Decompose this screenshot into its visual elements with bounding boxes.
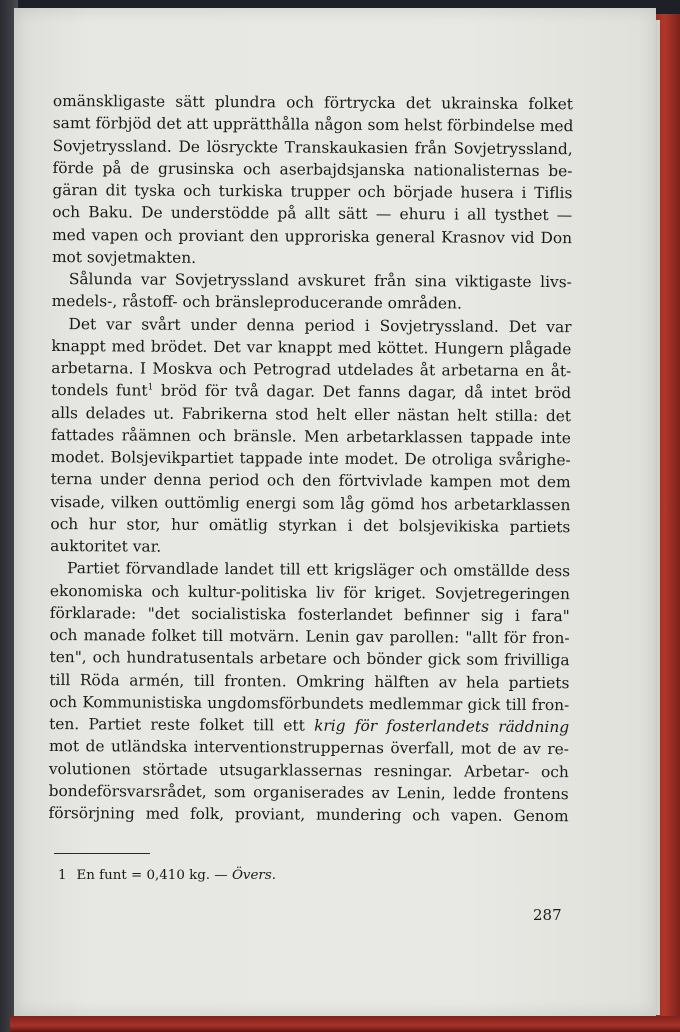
text-line — [49, 646, 569, 671]
text-line-content: och Kommunistiska ungdomsförbundets medlemmar gick till fron- — [49, 692, 570, 714]
text-line — [51, 468, 571, 493]
text-line — [52, 179, 572, 204]
text-line-content: omänskligaste sätt plundra och förtrycka det ukrainska folket — [52, 91, 573, 114]
text-line-content: modet. Bolsjevikpartiet tappade inte modet. De otroliga svårighe- — [50, 447, 571, 470]
text-line-content: med vapen och proviant den upproriska general Krasnov vid Don — [52, 225, 573, 247]
text-line-content: och Baku. De understödde på allt sätt — ehuru i all tysthet — — [52, 203, 573, 225]
text-line-content: samt förbjöd det att upprätthålla någon som helst förbindelse med — [52, 114, 574, 136]
text-line — [49, 668, 569, 693]
text-line — [52, 201, 572, 226]
text-line — [52, 157, 572, 182]
text-line-content: arbetarna. I Moskva och Petrograd utdelades åt arbetarna en åt- — [51, 358, 572, 381]
text-line — [49, 757, 569, 782]
emphasized-text: krig för fosterlandets räddning — [314, 716, 570, 737]
footnote-rule — [54, 853, 150, 854]
text-line-content: volutionen störtade utsugarklassernas resningar. Arbetar- och — [48, 759, 569, 781]
text-line-content: alls delades ut. Fabrikerna stod helt eller nästan helt stilla: det — [50, 403, 572, 425]
page-number: 287 — [533, 906, 562, 924]
text-line-content: ekonomiska och kultur-politiska liv för kriget. Sovjetregeringen — [49, 581, 570, 603]
text-line-content: gäran dit tyska och turkiska trupper och började husera i Tiflis — [52, 180, 573, 203]
text-line — [50, 557, 570, 582]
text-line — [52, 290, 572, 315]
text-line-content: ten. Partiet reste folket till ett — [49, 714, 315, 735]
text-line-content: försörjning med folk, proviant, mundering och vapen. Genom — [48, 803, 569, 826]
text-line-content: mot sovjetmakten. — [51, 247, 197, 267]
text-line — [50, 624, 570, 649]
text-line-content: Sovjetryssland. De lösryckte Transkaukasien från Sovjetryssland, — [52, 136, 573, 158]
text-line — [52, 268, 572, 293]
text-line — [50, 513, 570, 538]
text-line — [52, 246, 572, 271]
text-line-content: och hur stor, hur omätlig styrkan i det bolsjevikiska partiets — [50, 514, 571, 536]
text-line-content: knappt med brödet. Det var knappt med köttet. Hungern plågade — [51, 336, 572, 358]
text-line — [51, 446, 571, 471]
text-line-content: förklarade: "det socialistiska fosterlandet befinner sig i fara" — [49, 603, 570, 625]
footnote-marker: 1 — [58, 868, 67, 883]
text-line — [52, 312, 572, 337]
text-line — [49, 691, 569, 716]
text-line — [49, 780, 569, 805]
text-line-content: tondels funt — [51, 381, 148, 400]
text-line — [49, 735, 569, 760]
text-line-content: mot de utländska interventionstruppernas överfall, mot de av re- — [48, 737, 570, 759]
text-line-content: och manade folket till motvärn. Lenin gav parollen: "allt för fron- — [49, 625, 570, 648]
text-line-content: Det var svårt under denna period i Sovjetryssland. Det var — [68, 314, 572, 336]
text-line-content: Sålunda var Sovjetryssland avskuret från sina viktigaste livs- — [68, 270, 572, 292]
text-line-content: terna under denna period och den förtvivlade kampen mot dem — [50, 470, 571, 492]
text-line — [50, 490, 570, 515]
text-line-content: förde på de grusinska och aserbajdsjanska nationalisternas be- — [52, 158, 573, 180]
text-line-content: visade, vilken outtömlig energi som låg gömd hos arbetarklassen — [50, 492, 571, 514]
body-text — [49, 90, 573, 827]
footnote-text: En funt = 0,410 kg. — — [76, 868, 232, 883]
text-line — [50, 579, 570, 604]
text-line-content: ten", och hundratusentals arbetare och bönder gick som frivilliga — [49, 648, 570, 670]
text-line-content: Partiet förvandlade landet till ett krigsläger och omställde dess — [67, 559, 571, 581]
text-line-content: auktoritet var. — [50, 536, 162, 556]
text-line-content: fattades råämnen och bränsle. Men arbetarklassen tappade inte — [50, 425, 571, 447]
text-line — [52, 223, 572, 248]
text-line — [50, 602, 570, 627]
footnote-italic: Övers. — [231, 868, 276, 883]
footnote-reference: 1 — [147, 382, 154, 393]
text-line — [53, 134, 573, 159]
text-line — [53, 112, 573, 137]
text-line — [49, 802, 569, 827]
text-line-content: bröd för två dagar. Det fanns dagar, då intet bröd — [153, 381, 572, 403]
text-line-content: bondeförsvarsrådet, som organiserades av Lenin, ledde frontens — [48, 781, 569, 803]
text-line — [51, 335, 571, 360]
book-page — [14, 8, 656, 1016]
book-cover-bottom — [10, 1016, 680, 1032]
text-line-content: till Röda armén, till fronten. Omkring hälften av hela partiets — [49, 670, 570, 692]
footnote — [58, 868, 276, 883]
text-line — [51, 379, 571, 404]
text-line — [51, 424, 571, 449]
text-line — [51, 401, 571, 426]
text-line-content: medels-, råstoff- och bränsleproducerande områden. — [51, 292, 462, 313]
text-line — [49, 713, 569, 738]
text-line — [51, 357, 571, 382]
text-line — [53, 90, 573, 115]
text-line — [50, 535, 570, 560]
